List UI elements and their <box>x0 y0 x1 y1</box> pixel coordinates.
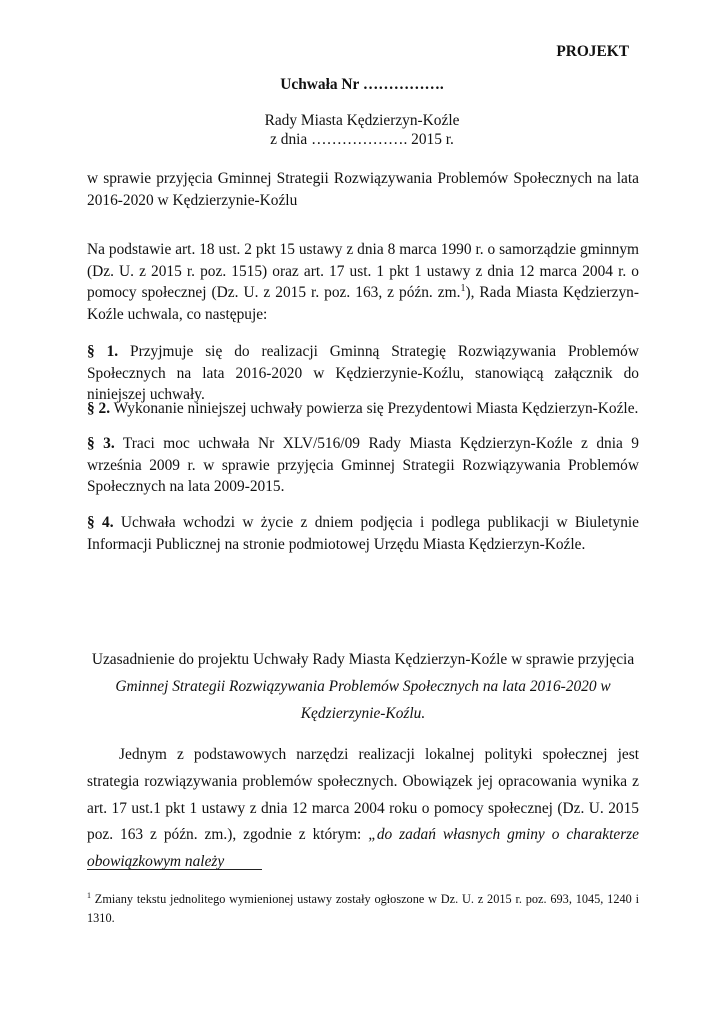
justification-heading-italic: Gminnej Strategii Rozwiązywania Problemów Społecznych na lata 2016-2020 w Kędzierzynie-Koźlu. <box>115 678 611 722</box>
resolution-title: Uchwała Nr ……………. <box>280 76 444 93</box>
resolution-subject <box>87 168 639 211</box>
projekt-label: PROJEKT <box>556 43 629 60</box>
section-1 <box>87 341 639 406</box>
footnote <box>87 890 639 928</box>
justification-heading <box>87 646 639 727</box>
section-mark: § 3. <box>87 435 115 452</box>
resolution-date: z dnia ………………. 2015 r. <box>270 131 454 148</box>
footnote-text: Zmiany tekstu jednolitego wymienionej ustawy zostały ogłoszone w Dz. U. z 2015 r. poz. 693, 1045, 1240 i 1310. <box>87 892 639 925</box>
section-2 <box>87 398 639 420</box>
section-mark: § 4. <box>87 514 114 531</box>
justification-heading-plain: Uzasadnienie do projektu Uchwały Rady Miasta Kędzierzyn-Koźle w sprawie przyjęcia <box>91 651 635 668</box>
footnote-separator <box>87 869 262 870</box>
section-text: Przyjmuje się do realizacji Gminną Strategię Rozwiązywania Problemów Społecznych na lata 2016-2020 w Kędzierzynie-Koźlu, stanowiącą załącznik do niniejszej uchwały. <box>87 343 639 403</box>
section-4 <box>87 512 639 555</box>
section-3 <box>87 433 639 498</box>
legal-basis-before-ref: Na podstawie art. 18 ust. 2 pkt 15 ustawy z dnia 8 marca 1990 r. o samorządzie gminnym (Dz. U. z 2015 r. poz. 1515) oraz art. 17 ust. 1 pkt 1 ustawy z dnia 12 marca 2004 r. o pomocy społecznej (Dz. U. z 2015 r. poz. 163, z późn. zm. <box>87 241 639 301</box>
section-mark: § 2. <box>87 400 111 417</box>
section-text: Uchwała wchodzi w życie z dniem podjęcia i podlega publikacji w Biuletynie Informacji Publicznej na stronie podmiotowej Urzędu Miasta Kędzierzyn-Koźle. <box>87 514 639 553</box>
section-text: Traci moc uchwała Nr XLV/516/09 Rady Miasta Kędzierzyn-Koźle z dnia 9 września 2009 r. w sprawie przyjęcia Gminnej Strategii Rozwiązywania Problemów Społecznych na lata 2009-2015. <box>87 435 639 495</box>
footnote-reference: 1 <box>460 282 466 294</box>
footnote-mark: 1 <box>87 890 91 900</box>
legal-basis <box>87 239 639 325</box>
subject-text: w sprawie przyjęcia Gminnej Strategii Rozwiązywania Problemów Społecznych na lata 2016-2020 w Kędzierzynie-Koźlu <box>87 170 639 209</box>
legal-basis-text <box>87 239 639 325</box>
council-name: Rady Miasta Kędzierzyn-Koźle <box>264 112 460 129</box>
justification-text: Jednym z podstawowych narzędzi realizacji lokalnej polityki społecznej jest strategia rozwiązywania problemów społecznych. Obowiązek jej opracowania wynika z art. 17 ust.1 pkt 1 ustawy z dnia 12 marca 2004 roku o pomocy społecznej (Dz. U. 2015 poz. 163 z późn. zm.), zgodnie z którym: <box>87 746 639 844</box>
justification-body <box>87 742 639 876</box>
section-text: Wykonanie niniejszej uchwały powierza się Prezydentowi Miasta Kędzierzyn-Koźle. <box>110 400 639 417</box>
section-mark: § 1. <box>87 343 119 360</box>
justification-quote: „do zadań własnych gminy o charakterze obowiązkowym należy <box>87 826 639 871</box>
legal-basis-after-ref: ), Rada Miasta Kędzierzyn-Koźle uchwala, co następuje: <box>87 284 639 323</box>
